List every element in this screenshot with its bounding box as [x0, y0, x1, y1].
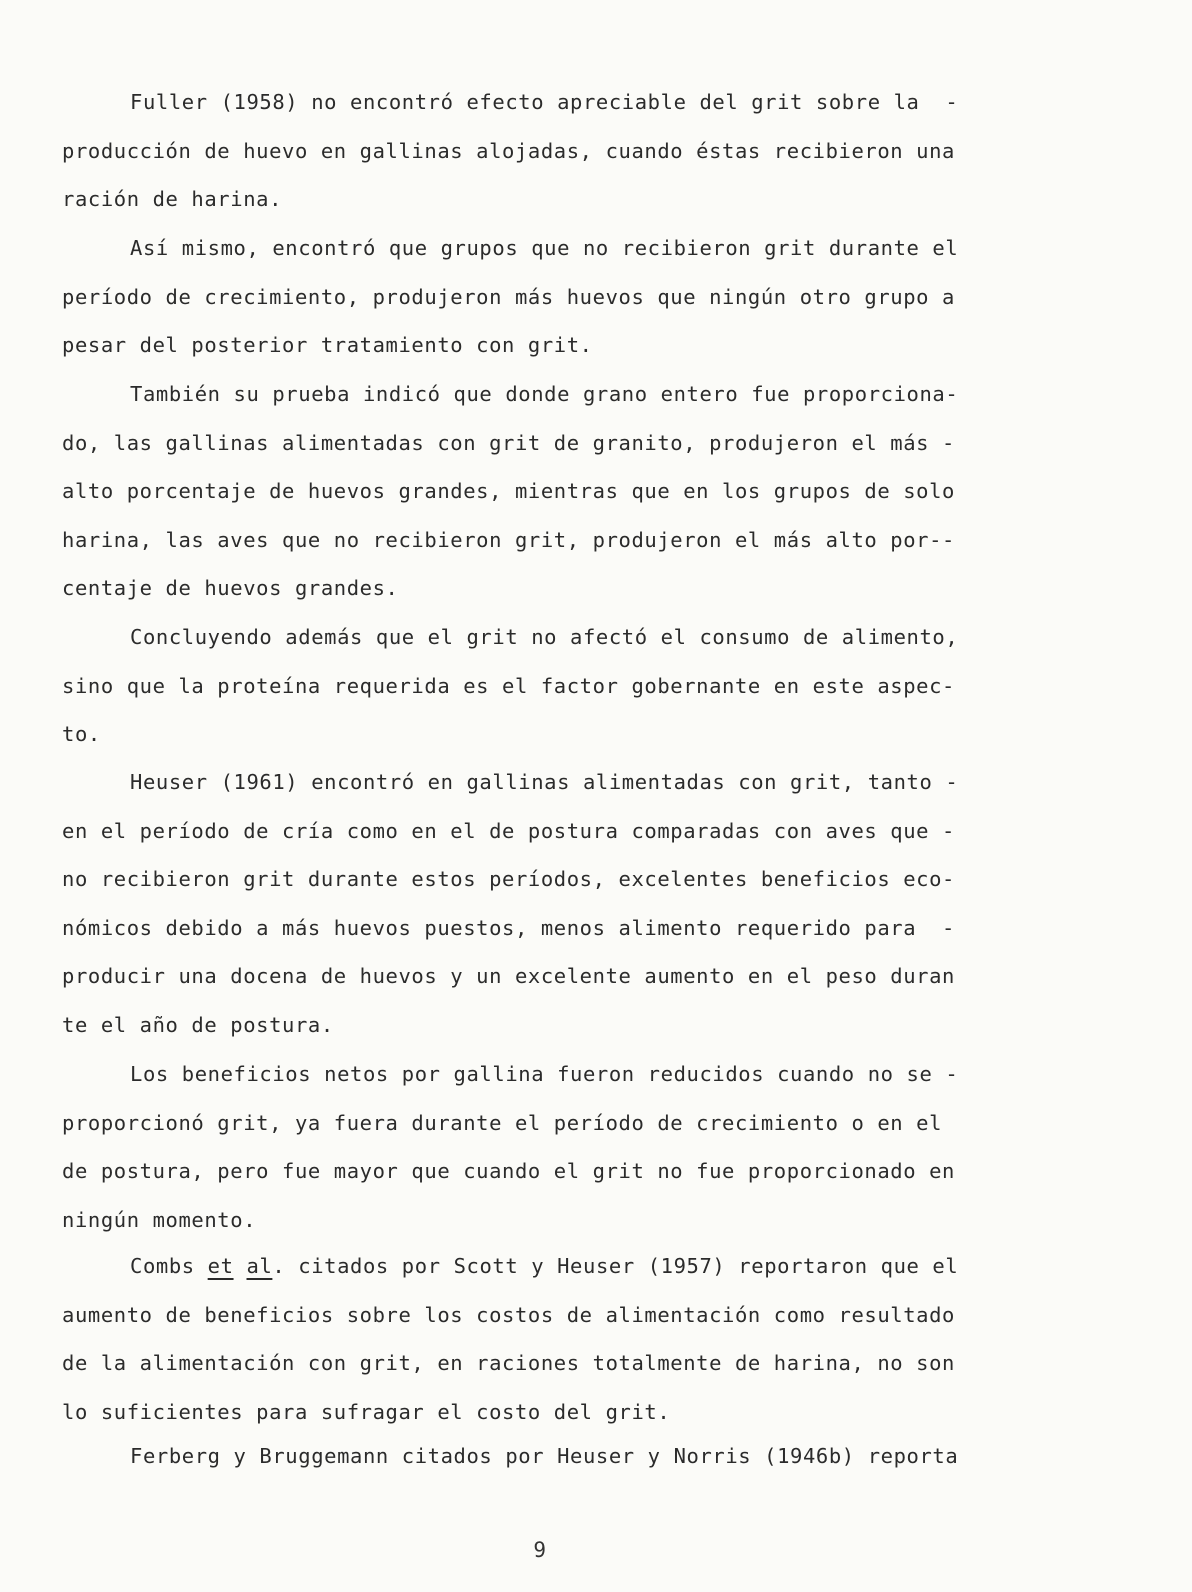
text-line: do, las gallinas alimentadas con grit de granito, produjeron el más -	[62, 430, 956, 455]
text-segment: . citados por Scott y Heuser (1957) reportaron que el	[272, 1254, 959, 1278]
text-line: aumento de beneficios sobre los costos de alimentación como resultado	[62, 1302, 956, 1327]
text-line: harina, las aves que no recibieron grit, produjeron el más alto por--	[62, 527, 956, 552]
paragraph-ferberg	[62, 1432, 1032, 1481]
text-line: Heuser (1961) encontró en gallinas alimentadas con grit, tanto -	[130, 770, 959, 794]
text-line: nómicos debido a más huevos puestos, menos alimento requerido para -	[62, 915, 956, 940]
text-line-first	[62, 1242, 1032, 1291]
paragraph-heuser	[62, 758, 1032, 1050]
text-line: lo suficientes para sufragar el costo del grit.	[62, 1399, 671, 1424]
text-line: to.	[62, 722, 101, 747]
text-segment: Combs	[130, 1254, 208, 1278]
paragraph-tambien	[62, 370, 1032, 613]
text-line: alto porcentaje de huevos grandes, mientras que en los grupos de solo	[62, 479, 956, 504]
text-segment	[234, 1254, 247, 1278]
text-line: no recibieron grit durante estos períodos, excelentes beneficios eco-	[62, 867, 956, 892]
text-line: producción de huevo en gallinas alojadas, cuando éstas recibieron una	[62, 138, 956, 163]
text-line: te el año de postura.	[62, 1012, 334, 1037]
paragraph-asi-mismo	[62, 224, 1032, 370]
text-line: producir una docena de huevos y un excelente aumento en el peso duran	[62, 964, 956, 989]
italic-latin-et: et	[207, 1254, 234, 1278]
text-line: Así mismo, encontró que grupos que no recibieron grit durante el	[130, 236, 959, 260]
text-line: pesar del posterior tratamiento con grit.	[62, 333, 593, 358]
text-line: Los beneficios netos por gallina fueron reducidos cuando no se -	[130, 1062, 959, 1086]
text-line: Fuller (1958) no encontró efecto apreciable del grit sobre la -	[130, 90, 959, 114]
text-line: de postura, pero fue mayor que cuando el grit no fue proporcionado en	[62, 1159, 956, 1184]
text-line: Concluyendo además que el grit no afectó el consumo de alimento,	[130, 625, 959, 649]
text-line: de la alimentación con grit, en raciones totalmente de harina, no son	[62, 1351, 956, 1376]
text-line: Ferberg y Bruggemann citados por Heuser y Norris (1946b) reporta	[130, 1444, 959, 1468]
page-number: 9	[533, 1538, 547, 1562]
text-line: en el período de cría como en el de postura comparadas con aves que -	[62, 818, 956, 843]
text-line: ración de harina.	[62, 187, 283, 212]
paragraph-combs	[62, 1242, 1032, 1436]
text-line: período de crecimiento, produjeron más huevos que ningún otro grupo a	[62, 284, 956, 309]
text-line: También su prueba indicó que donde grano entero fue proporciona-	[130, 382, 959, 406]
paragraph-concluyendo	[62, 613, 1032, 759]
paragraph-fuller	[62, 78, 1032, 224]
text-line: sino que la proteína requerida es el factor gobernante en este aspec-	[62, 673, 956, 698]
paragraph-beneficios	[62, 1050, 1032, 1244]
text-line: ningún momento.	[62, 1207, 257, 1232]
text-line: centaje de huevos grandes.	[62, 576, 399, 601]
italic-latin-al: al	[246, 1254, 273, 1278]
text-line: proporcionó grit, ya fuera durante el período de crecimiento o en el	[62, 1110, 943, 1135]
